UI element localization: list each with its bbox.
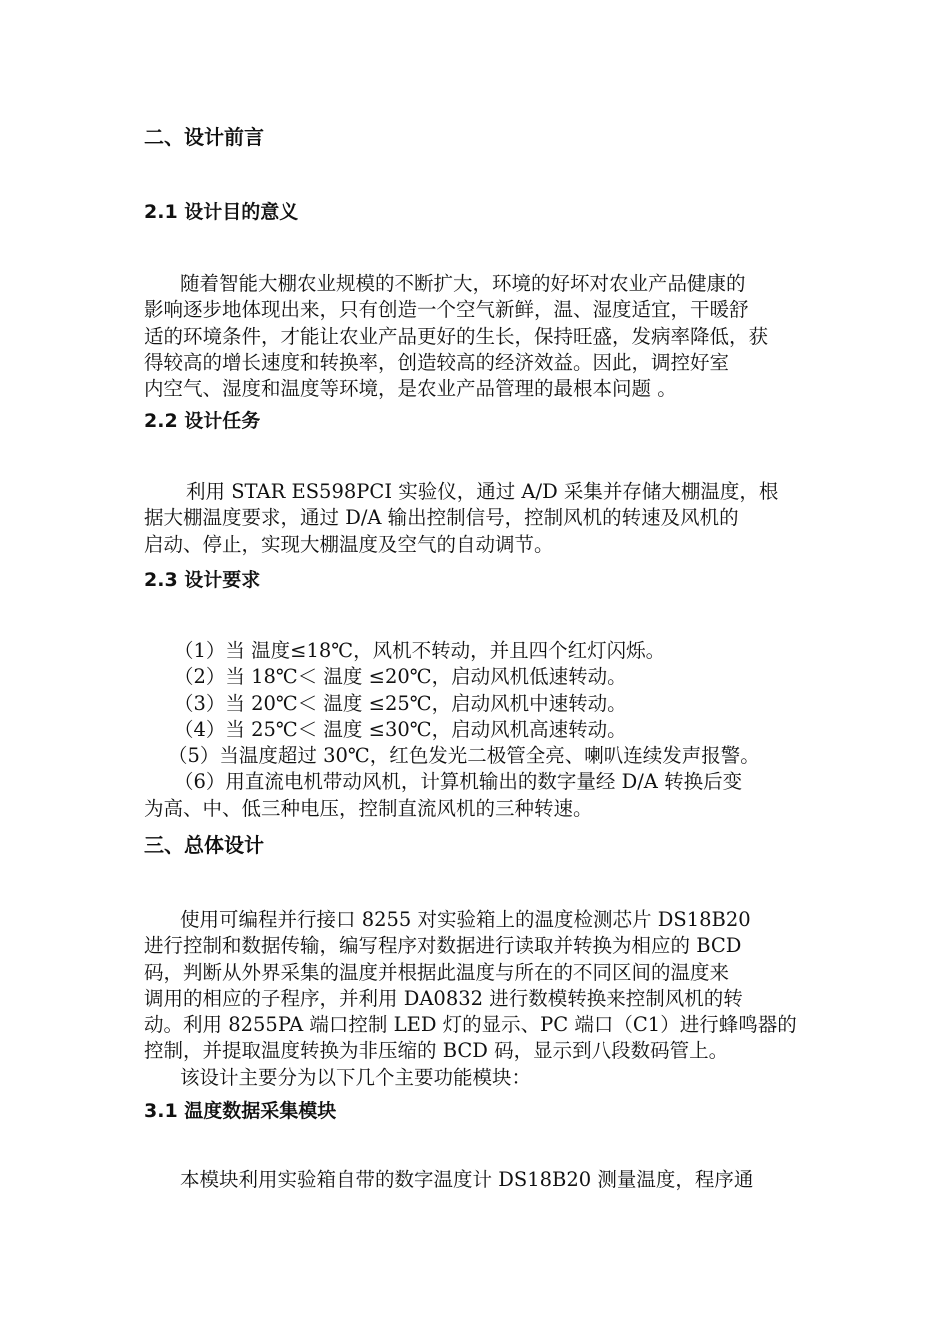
- paragraph-line: 内空气、湿度和温度等环境，是农业产品管理的最根本问题 。: [144, 377, 677, 401]
- paragraph-line: 得较高的增长速度和转换率，创造较高的经济效益。因此，调控好室: [144, 350, 730, 374]
- paragraph-line: 码，判断从外界采集的温度并根据此温度与所在的不同区间的温度来: [144, 960, 730, 984]
- paragraph-line: 动。利用 8255PA 端口控制 LED 灯的显示、PC 端口（C1）进行蜂鸣器的: [144, 1013, 797, 1037]
- section-heading-3-1: 3.1 温度数据采集模块: [144, 1100, 337, 1122]
- section-heading-2-1: 2.1 设计目的意义: [144, 201, 299, 223]
- list-item: （3）当 20℃＜ 温度 ≤25℃，启动风机中速转动。: [174, 691, 627, 715]
- paragraph-line: 影响逐步地体现出来，只有创造一个空气新鲜，温、湿度适宜，干暖舒: [144, 298, 749, 322]
- paragraph-2-1: [144, 271, 808, 402]
- paragraph-line: 启动、停止，实现大棚温度及空气的自动调节。: [144, 532, 554, 556]
- paragraph-line: 使用可编程并行接口 8255 对实验箱上的温度检测芯片 DS18B20: [180, 908, 751, 931]
- paragraph-line: 本模块利用实验箱自带的数字温度计 DS18B20 测量温度，程序通: [180, 1168, 754, 1191]
- paragraph-line: 随着智能大棚农业规模的不断扩大，环境的好坏对农业产品健康的: [180, 272, 746, 295]
- paragraph-line: 利用 STAR ES598PCI 实验仪，通过 A/D 采集并存储大棚温度，根: [186, 480, 779, 503]
- list-item: （2）当 18℃＜ 温度 ≤20℃，启动风机低速转动。: [174, 665, 627, 689]
- paragraph-line: 适的环境条件，才能让农业产品更好的生长，保持旺盛，发病率降低，获: [144, 324, 769, 348]
- section-heading-3: 三、总体设计: [144, 833, 264, 857]
- paragraph-3: [144, 907, 808, 1091]
- paragraph-2-2: [144, 479, 808, 558]
- list-item: （1）当 温度≤18℃，风机不转动，并且四个红灯闪烁。: [174, 639, 666, 662]
- list-item: （4）当 25℃＜ 温度 ≤30℃，启动风机高速转动。: [174, 717, 627, 741]
- paragraph-3-1: [144, 1167, 808, 1193]
- paragraph-line: 进行控制和数据传输，编写程序对数据进行读取并转换为相应的 BCD: [144, 934, 742, 958]
- requirements-list: [144, 638, 808, 822]
- list-item: 为高、中、低三种电压，控制直流风机的三种转速。: [144, 796, 593, 820]
- section-heading-2-2: 2.2 设计任务: [144, 410, 261, 432]
- section-heading-2-3: 2.3 设计要求: [144, 569, 261, 591]
- list-item: （5）当温度超过 30℃，红色发光二极管全亮、喇叭连续发声报警。: [168, 744, 760, 768]
- list-item: （6）用直流电机带动风机，计算机输出的数字量经 D/A 转换后变: [174, 770, 743, 794]
- section-heading-2: 二、设计前言: [144, 125, 264, 149]
- paragraph-line: 据大棚温度要求，通过 D/A 输出控制信号，控制风机的转速及风机的: [144, 506, 739, 530]
- paragraph-line: 该设计主要分为以下几个主要功能模块：: [180, 1065, 532, 1089]
- paragraph-line: 控制，并提取温度转换为非压缩的 BCD 码，显示到八段数码管上。: [144, 1039, 729, 1063]
- paragraph-line: 调用的相应的子程序，并利用 DA0832 进行数模转换来控制风机的转: [144, 986, 743, 1010]
